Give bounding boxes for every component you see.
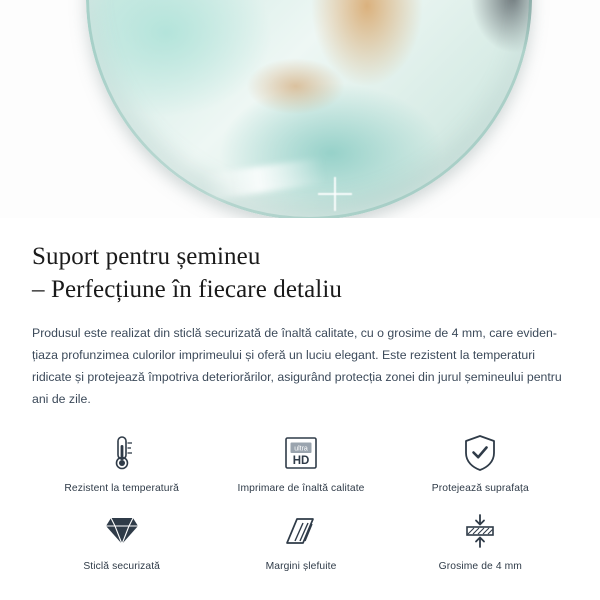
feature-label: Grosime de 4 mm — [438, 561, 522, 572]
feature-item — [211, 432, 390, 494]
thickness-arrows-icon — [462, 510, 498, 552]
thermometer-icon — [107, 432, 137, 474]
feature-item — [32, 510, 211, 572]
feature-label: Imprimare de înaltă calitate — [237, 483, 365, 494]
polished-edges-icon — [283, 510, 319, 552]
feature-label: Margini șlefuite — [265, 561, 337, 572]
svg-text:HD: HD — [292, 455, 310, 467]
feature-label: Protejează suprafața — [431, 483, 529, 494]
feature-item — [32, 432, 211, 494]
headline-line-2: – Perfecțiune în fiecare detaliu — [32, 276, 342, 303]
feature-label: Sticlă securizată — [83, 561, 160, 572]
page-title — [32, 240, 570, 306]
product-description: Produsul este realizat din sticlă securizată de înaltă calitate, cu o grosime de 4 mm, care evidențiaza profunzimea culorilor imprimeului și oferă un luciu elegant. Este rezistent la temperaturi ridicate și protejează împotriva deteriorărilor, asigurând protecția zonei din jurul șemineului pentru ani de zile. — [32, 326, 562, 406]
feature-item — [391, 510, 570, 572]
headline-line-1: Suport pentru șemineu — [32, 243, 261, 270]
diamond-icon — [103, 510, 141, 552]
content-area — [0, 218, 600, 572]
feature-item — [391, 432, 570, 494]
feature-label: Rezistent la temperatură — [64, 483, 179, 494]
feature-grid — [32, 432, 570, 572]
svg-text:ultra: ultra — [294, 445, 308, 453]
shield-check-icon — [463, 432, 497, 474]
hero-image — [0, 0, 600, 218]
feature-item — [211, 510, 390, 572]
ultra-hd-icon — [284, 432, 318, 474]
